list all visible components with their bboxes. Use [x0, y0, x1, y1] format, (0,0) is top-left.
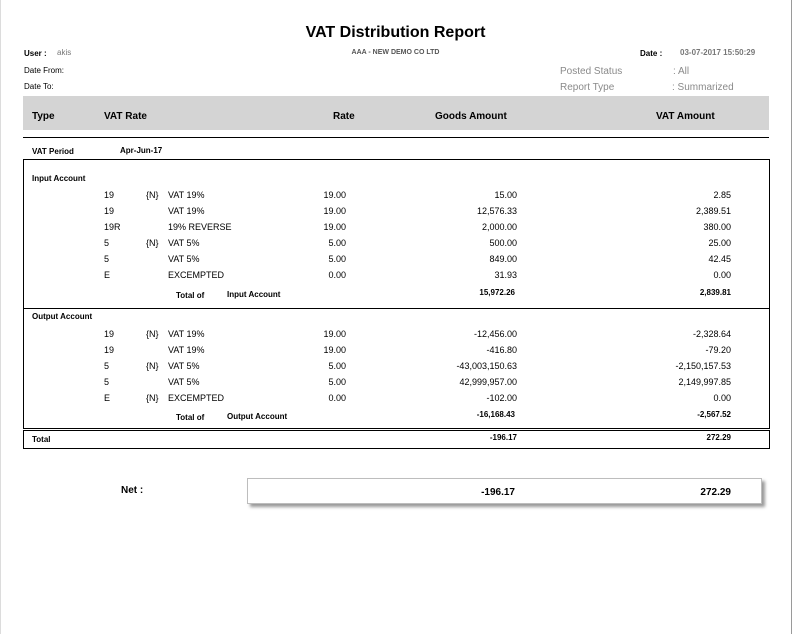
- row-description: VAT 5%: [168, 377, 200, 387]
- row-goods-amount: 2,000.00: [481, 222, 517, 232]
- row-rate: 5.00: [328, 377, 346, 387]
- row-rate: 5.00: [328, 238, 346, 248]
- row-description: VAT 19%: [168, 345, 205, 355]
- col-vat-rate: VAT Rate: [104, 111, 147, 122]
- row-vat-code: 19: [104, 206, 115, 216]
- row-description: VAT 19%: [168, 190, 205, 200]
- row-vat-amount: 25.00: [708, 238, 731, 248]
- net-label: Net :: [121, 485, 144, 496]
- row-vat-code: 19R: [104, 222, 121, 232]
- row-description: VAT 19%: [168, 206, 205, 216]
- row-vat-amount: 0.00: [713, 393, 731, 403]
- input-total-of-label: Total of: [176, 291, 205, 300]
- row-vat-amount: 380.00: [703, 222, 731, 232]
- net-goods: -196.17: [481, 487, 515, 498]
- output-total-name: Output Account: [227, 412, 288, 421]
- row-flag: {N}: [146, 361, 159, 371]
- row-rate: 19.00: [323, 190, 346, 200]
- row-rate: 19.00: [323, 206, 346, 216]
- date-value: 03-07-2017 15:50:29: [680, 48, 756, 57]
- page-edge-right: [791, 0, 792, 634]
- row-flag: {N}: [146, 238, 159, 248]
- report-title: VAT Distribution Report: [305, 24, 486, 41]
- row-rate: 19.00: [323, 222, 346, 232]
- output-account-title: Output Account: [32, 312, 93, 321]
- col-type: Type: [32, 111, 55, 122]
- input-account-box: [23, 159, 770, 309]
- row-description: 19% REVERSE: [168, 222, 232, 232]
- row-rate: 19.00: [323, 329, 346, 339]
- report-type-label: Report Type: [560, 82, 615, 93]
- row-goods-amount: -12,456.00: [473, 329, 517, 339]
- row-description: VAT 5%: [168, 238, 200, 248]
- row-vat-amount: -79.20: [705, 345, 731, 355]
- row-vat-amount: 2,149,997.85: [678, 377, 731, 387]
- user-label: User :: [24, 49, 47, 58]
- report-type-value: : Summarized: [672, 82, 734, 93]
- row-vat-code: E: [104, 393, 111, 403]
- posted-status-label: Posted Status: [560, 66, 623, 77]
- row-vat-code: 19: [104, 329, 115, 339]
- row-description: VAT 5%: [168, 254, 200, 264]
- row-rate: 5.00: [328, 361, 346, 371]
- company-name: AAA - NEW DEMO CO LTD: [351, 49, 440, 56]
- col-goods-amount: Goods Amount: [435, 111, 507, 122]
- grand-total-label: Total: [32, 435, 51, 444]
- row-flag: {N}: [146, 190, 159, 200]
- row-goods-amount: 42,999,957.00: [459, 377, 517, 387]
- row-rate: 0.00: [328, 270, 346, 280]
- output-total-of-label: Total of: [176, 413, 205, 422]
- date-label: Date :: [640, 49, 663, 58]
- row-goods-amount: 500.00: [489, 238, 517, 248]
- output-total-goods: -16,168.43: [476, 410, 515, 419]
- row-goods-amount: -43,003,150.63: [456, 361, 517, 371]
- date-to-label: Date To:: [24, 82, 54, 91]
- input-total-goods: 15,972.26: [479, 288, 515, 297]
- row-goods-amount: 12,576.33: [476, 206, 517, 216]
- row-vat-code: E: [104, 270, 111, 280]
- date-from-label: Date From:: [24, 66, 65, 75]
- row-vat-code: 5: [104, 254, 110, 264]
- row-vat-amount: 2,389.51: [695, 206, 731, 216]
- row-rate: 19.00: [323, 345, 346, 355]
- row-description: EXCEMPTED: [168, 270, 225, 280]
- row-vat-code: 5: [104, 238, 110, 248]
- row-vat-amount: -2,150,157.53: [675, 361, 731, 371]
- input-total-name: Input Account: [227, 290, 281, 299]
- header-divider: [23, 137, 769, 138]
- row-rate: 5.00: [328, 254, 346, 264]
- row-vat-code: 19: [104, 190, 115, 200]
- row-vat-code: 5: [104, 361, 110, 371]
- row-rate: 0.00: [328, 393, 346, 403]
- vat-period-value: Apr-Jun-17: [120, 146, 163, 155]
- row-vat-code: 5: [104, 377, 110, 387]
- col-rate: Rate: [333, 111, 355, 122]
- grand-total-goods: -196.17: [489, 433, 517, 442]
- input-account-title: Input Account: [32, 174, 86, 183]
- input-total-vat: 2,839.81: [699, 288, 731, 297]
- row-vat-code: 19: [104, 345, 115, 355]
- row-goods-amount: 15.00: [494, 190, 517, 200]
- row-goods-amount: -416.80: [486, 345, 517, 355]
- vat-period-label: VAT Period: [32, 147, 74, 156]
- grand-total-vat: 272.29: [706, 433, 731, 442]
- row-description: VAT 5%: [168, 361, 200, 371]
- row-vat-amount: 2.85: [713, 190, 731, 200]
- row-goods-amount: -102.00: [486, 393, 517, 403]
- row-goods-amount: 31.93: [494, 270, 517, 280]
- row-description: VAT 19%: [168, 329, 205, 339]
- net-vat: 272.29: [700, 487, 731, 498]
- row-vat-amount: -2,328.64: [692, 329, 731, 339]
- user-value: akis: [57, 48, 72, 57]
- output-total-vat: -2,567.52: [697, 410, 731, 419]
- page-edge-left: [0, 0, 1, 634]
- col-vat-amount: VAT Amount: [656, 111, 715, 122]
- row-flag: {N}: [146, 393, 159, 403]
- row-flag: {N}: [146, 329, 159, 339]
- row-goods-amount: 849.00: [489, 254, 517, 264]
- row-vat-amount: 0.00: [713, 270, 731, 280]
- row-vat-amount: 42.45: [708, 254, 731, 264]
- posted-status-value: : All: [673, 66, 690, 77]
- row-description: EXCEMPTED: [168, 393, 225, 403]
